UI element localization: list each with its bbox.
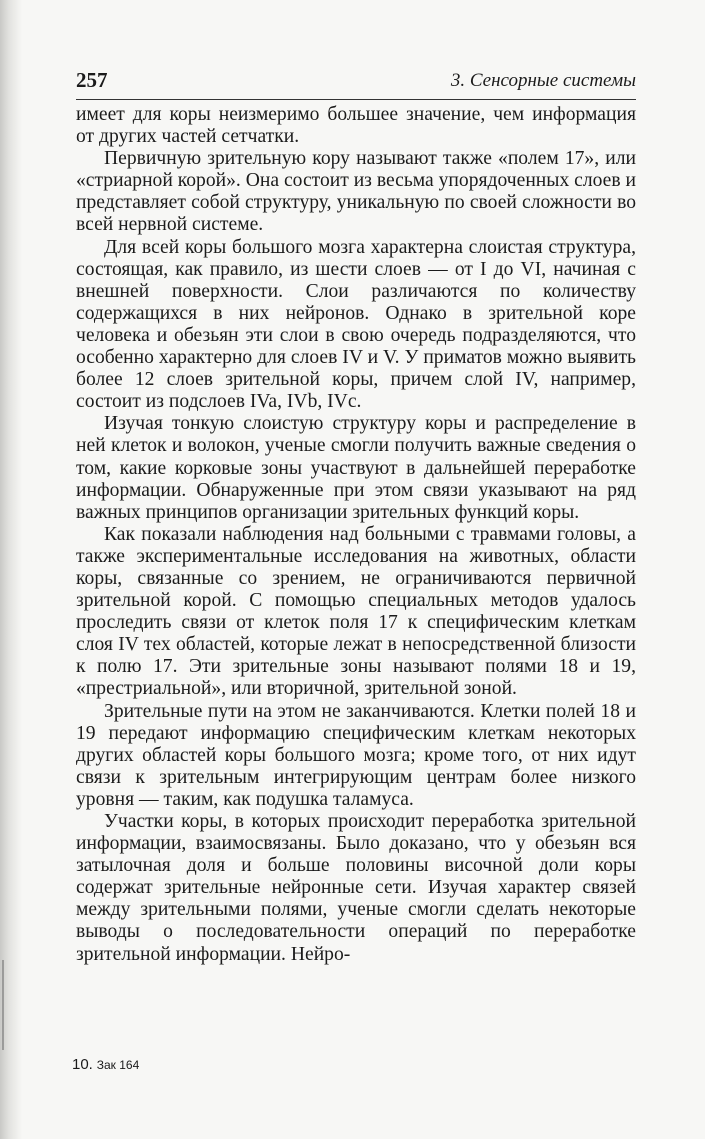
running-title: 3. Сенсорные системы	[450, 70, 636, 91]
paragraph-continued: имеет для коры неизмеримо большее значение, чем информация от других частей сетчатки.	[76, 104, 636, 148]
paragraph: Зрительные пути на этом не заканчиваются. Клетки полей 18 и 19 передают информацию специфическим клеткам некоторых других областей коры большого мозга; кроме того, от них идут связи к зрительным интегрирующим центрам более низкого уровня — таким, как подушка таламуса.	[76, 700, 636, 810]
printer-signature	[72, 1056, 139, 1073]
paragraph: Первичную зрительную кору называют также «полем 17», или «стриарной корой». Она состоит из весьма упорядоченных слоев и представляет собой структуру, уникальную по своей сложности во всей нервной системе.	[76, 148, 637, 236]
paragraph: Изучая тонкую слоистую структуру коры и распределение в ней клеток и волокон, ученые смогли получить важные сведения о том, какие корковые зоны участвуют в дальнейшей переработке информации. Обнаруженные при этом связи указывают на ряд важных принципов организации зрительных функций коры.	[76, 413, 636, 523]
paragraph: Участки коры, в которых происходит переработка зрительной информации, взаимосвязаны. Было доказано, что у обезьян вся затылочная доля и больше половины височной доли коры содержат зрительные нейронные сети. Изучая характер связей между зрительными полями, ученые смогли сделать некоторые выводы о последовательности операций по переработке зрительной информации. Нейро-	[76, 811, 636, 965]
signature-order: Зак 164	[96, 1058, 140, 1072]
paragraph: Для всей коры большого мозга характерна слоистая структура, состоящая, как правило, из шести слоев — от I до VI, начиная с внешней поверхности. Слои различаются по количеству содержащихся в них нейронов. Однако в зрительной коре человека и обезьян эти слои в свою очередь подразделяются, что особенно характерно для слоев IV и V. У приматов можно выявить более 12 слоев зрительной коры, причем слой IV, например, состоит из подслоев IVa, IVb, IVc.	[76, 236, 636, 413]
body-text	[76, 104, 636, 966]
scan-edge-mark	[2, 960, 7, 1050]
signature-number: 10.	[72, 1056, 93, 1073]
header-rule	[76, 99, 636, 100]
paragraph: Как показали наблюдения над больными с травмами головы, а также экспериментальные исследования на животных, области коры, связанные со зрением, не ограничиваются первичной зрительной корой. С помощью специальных методов удалось проследить связи от клеток поля 17 к специфическим клеткам слоя IV тех областей, которые лежат в непосредственной близости к полю 17. Эти зрительные зоны называют полями 18 и 19, «престриальной», или вторичной, зрительной зоной.	[76, 523, 636, 700]
page-number: 257	[76, 68, 108, 92]
running-header	[76, 68, 636, 98]
